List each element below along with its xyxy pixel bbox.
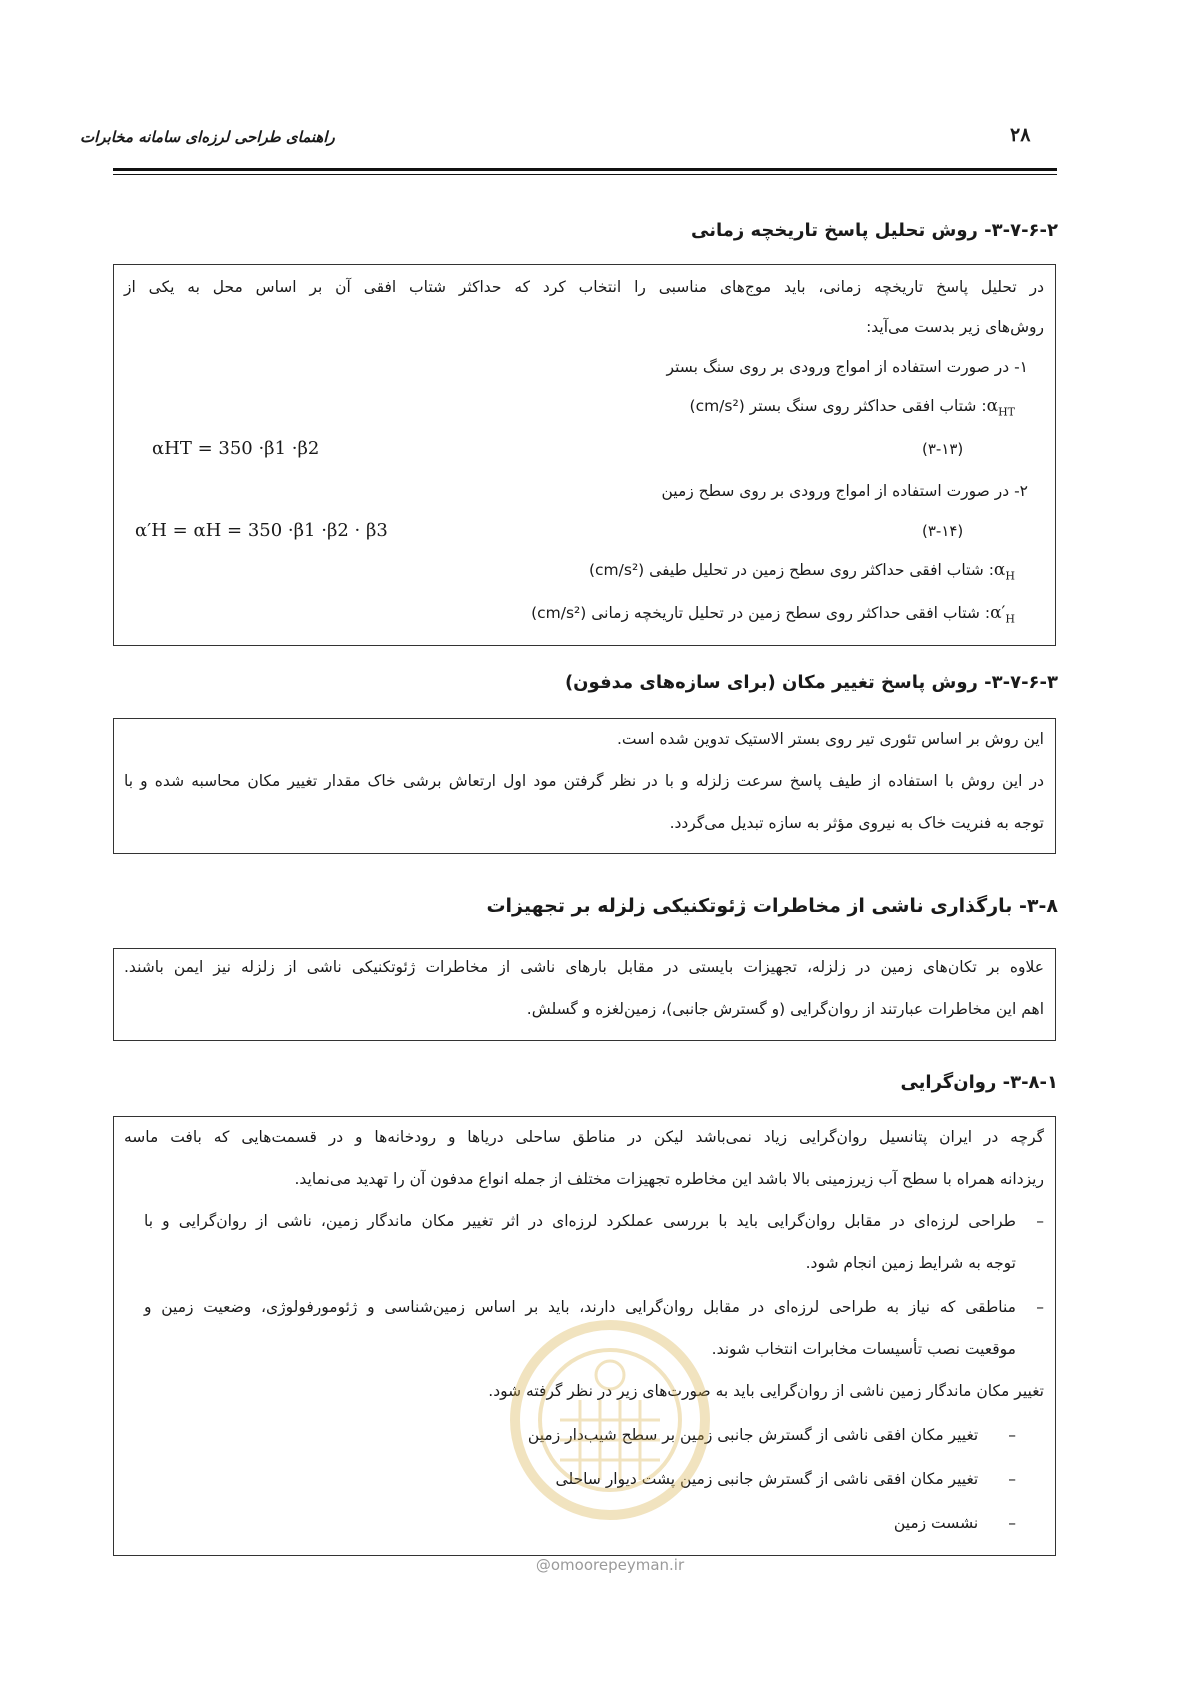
bullet-line: موقعیت نصب تأسیسات مخابرات انتخاب شوند.	[711, 1340, 1016, 1358]
formula-text: α′H = αH = 350 ·β1 ·β2 · β3	[135, 520, 388, 541]
watermark-text: @omoorepeyman.ir	[535, 1556, 685, 1574]
page-number: ۲۸	[1010, 124, 1031, 146]
paragraph-line: اهم این مخاطرات عبارتند از روان‌گرایی (و گسترش جانبی)، زمین‌لغزه و گسلش.	[526, 1000, 1044, 1018]
formula-14	[135, 520, 388, 541]
header-rule-thick	[113, 168, 1057, 171]
equation-number-13: (۳-۱۳)	[922, 440, 964, 458]
paragraph-line: علاوه بر تکان‌های زمین در زلزله، تجهیزات بایستی در مقابل بارهای ناشی از مخاطرات ژئوتکنیکی ناشی از زلزله نیز ایمن باشند.	[124, 958, 1044, 976]
paragraph-line: توجه به فنریت خاک به نیروی مؤثر به سازه تبدیل می‌گردد.	[669, 814, 1044, 832]
alpha-h-symbol: $\alpha_H$	[993, 560, 1015, 583]
section-heading-time-history: ۳-۷-۶-۲- روش تحلیل پاسخ تاریخچه زمانی	[691, 220, 1058, 241]
definition-alpha-h-prime: $\alpha'_H$: شتاب افقی حداکثر روی سطح زمین در تحلیل تاریخچه زمانی (cm/s²)	[531, 603, 1015, 626]
definition-alpha-h: $\alpha_H$: شتاب افقی حداکثر روی سطح زمین در تحلیل طیفی (cm/s²)	[588, 560, 1015, 583]
section-heading-displacement-response: ۳-۷-۶-۳- روش پاسخ تغییر مکان (برای سازه‌های مدفون)	[564, 672, 1058, 693]
list-item-ground-surface: ۲- در صورت استفاده از امواج ورودی بر روی سطح زمین	[661, 482, 1028, 500]
list-item-bedrock: ۱- در صورت استفاده از امواج ورودی بر روی سنگ بستر	[666, 358, 1028, 376]
formula-text: αHT = 350 ·β1 ·β2	[152, 438, 320, 459]
definition-alpha-ht: $\alpha_{HT}$: شتاب افقی حداکثر روی سنگ بستر (cm/s²)	[689, 396, 1015, 419]
bullet-dash: –	[1036, 1298, 1044, 1316]
paragraph-line: این روش بر اساس تئوری تیر روی بستر الاستیک تدوین شده است.	[616, 730, 1044, 748]
bullet-line: توجه به شرایط زمین انجام شود.	[805, 1254, 1016, 1272]
bullet-line: مناطقی که نیاز به طراحی لرزه‌ای در مقابل روان‌گرایی دارند، باید بر اساس زمین‌شناسی و ژئومورفولوژی، وضعیت زمین و	[144, 1298, 1016, 1316]
sub-bullet: –تغییر مکان افقی ناشی از گسترش جانبی زمین بر سطح شیب‌دار زمین	[527, 1426, 1016, 1444]
section-heading-liquefaction: ۳-۸-۱- روان‌گرایی	[900, 1072, 1058, 1093]
running-title: راهنمای طراحی لرزه‌ای سامانه مخابرات	[80, 128, 335, 146]
alpha-ht-symbol: $\alpha_{HT}$	[986, 396, 1015, 419]
sub-bullet: –تغییر مکان افقی ناشی از گسترش جانبی زمین پشت دیوار ساحلی	[555, 1470, 1016, 1488]
paragraph-line: گرچه در ایران پتانسیل روان‌گرایی زیاد نمی‌باشد لیکن در مناطق ساحلی دریاها و رودخانه‌ها و در قسمت‌هایی که بافت ماسه	[124, 1128, 1044, 1146]
paragraph-line: ریزدانه همراه با سطح آب زیرزمینی بالا باشد این مخاطره تجهیزات مختلف از جمله انواع مدفون آن را تهدید می‌نماید.	[294, 1170, 1044, 1188]
sub-bullet: –نشست زمین	[893, 1514, 1016, 1532]
paragraph-line: در این روش با استفاده از طیف پاسخ سرعت زلزله و با در نظر گرفتن مود اول ارتعاش برشی خاک مقدار تغییر مکان محاسبه شده و با	[124, 772, 1044, 790]
paragraph-line: در تحلیل پاسخ تاریخچه زمانی، باید موج‌های مناسبی را انتخاب کرد که حداکثر شتاب افقی آن بر اساس محل به یکی از	[124, 278, 1044, 296]
gear-seal-icon	[500, 1290, 720, 1530]
alpha-h-prime-symbol: $\alpha'_H$	[990, 603, 1015, 626]
bullet-dash: –	[1036, 1212, 1044, 1230]
paragraph-line: روش‌های زیر بدست می‌آید:	[866, 318, 1044, 336]
bullet-line: طراحی لرزه‌ای در مقابل روان‌گرایی باید با بررسی عملکرد لرزه‌ای در اثر تغییر مکان ماندگار زمین، ناشی از روان‌گرایی و با	[144, 1212, 1016, 1230]
section-heading-geotechnical-loading: ۳-۸- بارگذاری ناشی از مخاطرات ژئوتکنیکی زلزله بر تجهیزات	[486, 895, 1058, 917]
formula-13	[152, 438, 319, 459]
paragraph-line: تغییر مکان ماندگار زمین ناشی از روان‌گرایی باید به صورت‌های زیر در نظر گرفته شود.	[488, 1382, 1044, 1400]
header-rule-thin	[113, 174, 1057, 175]
equation-number-14: (۳-۱۴)	[922, 522, 964, 540]
